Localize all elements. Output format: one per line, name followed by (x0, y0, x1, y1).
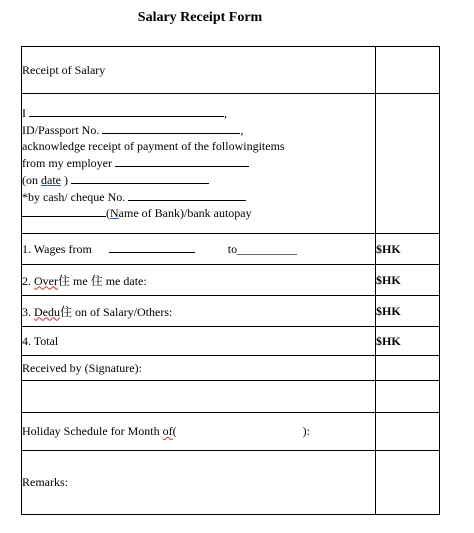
total-cell (22, 327, 376, 356)
total-label: 4. Total (22, 333, 59, 348)
wages-cell (22, 234, 376, 265)
bank-line: (Name of Bank)/bank autopay (22, 205, 375, 222)
overtime-cell: 2. Over住 me 住 me date: (22, 265, 376, 296)
total-currency: $HK (376, 327, 440, 356)
acknowledge-line: acknowledge receipt of payment of the followingitems (22, 139, 285, 154)
remarks-side-cell (376, 451, 440, 515)
total-row (22, 327, 440, 356)
received-by-side-cell (376, 356, 440, 381)
received-by-row (22, 356, 440, 381)
receipt-heading-text: Receipt of Salary (22, 62, 106, 77)
id-passport-line: ID/Passport No. , (22, 122, 244, 137)
cheque-number-blank[interactable] (128, 200, 246, 201)
remarks-cell[interactable] (22, 451, 376, 515)
received-by-label: Received by (Signature): (22, 360, 142, 375)
acknowledgement-row (22, 94, 440, 234)
name-blank[interactable] (29, 116, 224, 117)
signature-row (22, 381, 440, 413)
receipt-heading-row (22, 47, 440, 94)
employer-line: from my employer (22, 155, 375, 172)
deduction-row (22, 296, 440, 327)
form-title: Salary Receipt Form (137, 10, 263, 25)
signature-field[interactable] (22, 381, 376, 413)
wages-currency: $HK (376, 234, 440, 265)
bank-name-blank[interactable] (22, 216, 106, 217)
deduction-cell: 3. Dedu住 on of Salary/Others: (22, 296, 376, 327)
remarks-label: Remarks: (22, 475, 68, 489)
employer-blank[interactable] (115, 166, 249, 167)
holiday-side-cell (376, 413, 440, 451)
date-blank[interactable] (71, 183, 209, 184)
remarks-row (22, 451, 440, 515)
salary-receipt-table (21, 46, 440, 515)
overtime-currency: $HK (376, 265, 440, 296)
wages-label: 1. Wages from (22, 241, 92, 256)
signature-side-cell (376, 381, 440, 413)
receipt-heading (22, 47, 376, 94)
holiday-schedule-row (22, 413, 440, 451)
receipt-heading-side-cell (376, 47, 440, 94)
id-passport-blank[interactable] (102, 133, 240, 134)
wages-from-blank[interactable] (109, 252, 195, 253)
date-line: (on date ) (22, 172, 375, 189)
name-line: I , (22, 105, 227, 120)
wages-to-blank[interactable]: __________ (237, 241, 298, 256)
acknowledgement-block (22, 94, 376, 234)
wages-row (22, 234, 440, 265)
cheque-line: *by cash/ cheque No. (22, 189, 375, 206)
overtime-row (22, 265, 440, 296)
wages-to-label: to (227, 241, 238, 256)
holiday-schedule-cell: Holiday Schedule for Month of( ): (22, 413, 376, 451)
acknowledgement-side-cell (376, 94, 440, 234)
deduction-currency: $HK (376, 296, 440, 327)
received-by-cell (22, 356, 376, 381)
